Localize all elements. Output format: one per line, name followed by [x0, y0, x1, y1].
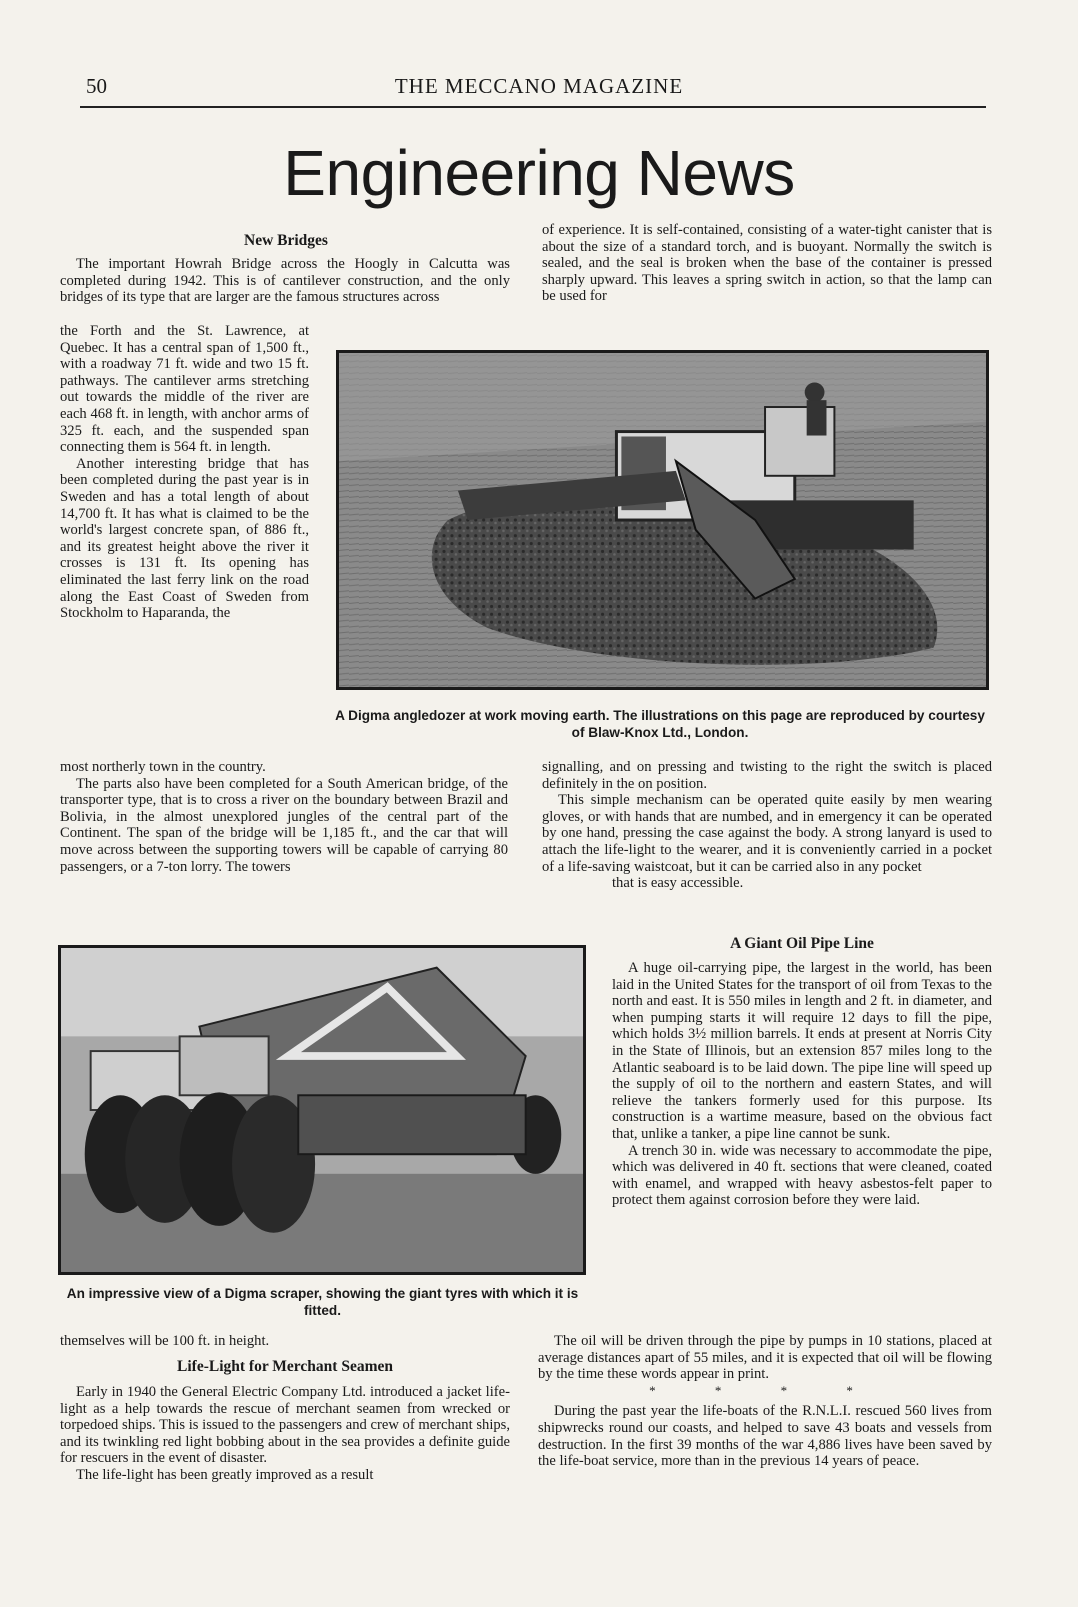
oil-pipe-p2: A trench 30 in. wide was necessary to accommodate the pipe, which was delivered in 40 ft. sections that were cleaned, coated with enamel, and wrapped with heavy asbestos-felt paper to protect them against corrosion before they were laid.	[612, 1142, 992, 1209]
life-light-right-top	[542, 222, 992, 305]
scraper-caption: An impressive view of a Digma scraper, showing the giant tyres with which it is fitted.	[66, 1286, 579, 1318]
angledozer-photo	[336, 350, 989, 690]
angledozer-illustration	[339, 353, 986, 687]
oil-pipe-wide	[538, 1333, 992, 1470]
page-number: 50	[86, 74, 107, 98]
oil-pipe-p1: A huge oil-carrying pipe, the largest in the world, has been laid in the United States for the transport of oil from Texas to the north and east. It is 550 miles in length and 2 ft. in diameter, and when pumping starts it will require 12 days to fill the pipe, which holds 3½ million barrels. It ends at present at Norris City in the State of Illinois, but an extension 857 miles long to the Atlantic seaboard is to be laid down. The pipe line will speed up the supply of oil to the northern and eastern States, and will relieve the tankers formerly used for this purpose. Its construction is a wartime measure, based on the obvious fact that, unlike a tanker, a pipe line cannot be sunk.	[612, 960, 992, 1142]
heading-life-light: Life-Light for Merchant Seamen	[177, 1358, 393, 1375]
running-head: THE MECCANO MAGAZINE	[394, 74, 684, 98]
bridges-p2-narrow: Another interesting bridge that has been completed during the past year is in Sweden and has a total length of about 14,700 ft. It has what is claimed to be the world's largest concrete span, of 886 ft., and its greatest height above the river it crosses is 131 ft. Its opening has eliminated the last ferry link on the road along the East Coast of Sweden from Stockholm to Haparanda, the	[60, 455, 309, 622]
angledozer-caption: A Digma angledozer at work moving earth. The illustrations on this page are reproduced by courtesy of Blaw-Knox Ltd., London.	[335, 708, 985, 740]
bridges-lower-left	[60, 759, 508, 875]
life-light-p2-cont: of experience. It is self-contained, consisting of a water-tight canister that is about the size of a standard torch, and is buoyant. Normally the switch is sealed, and the seal is broken when the base of the container is pressed sharply upward. This leaves a spring switch in action, so that the lamp can be used for	[542, 222, 992, 305]
bridges-p2-wide: most northerly town in the country.	[60, 759, 266, 775]
page-title: Engineering News	[283, 137, 795, 209]
bridges-paragraph-intro	[60, 256, 510, 306]
scraper-photo	[58, 945, 586, 1275]
bridges-p3-cont: themselves will be 100 ft. in height.	[60, 1333, 270, 1349]
life-light-left	[60, 1384, 510, 1484]
life-light-p2-end: signalling, and on pressing and twisting to the right the switch is placed definitely in the on position.	[542, 759, 992, 792]
oil-pipe-p3: The oil will be driven through the pipe by pumps in 10 stations, placed at average distances apart of 55 miles, and it is expected that oil will be flowing by the time these words appear in print.	[538, 1333, 992, 1383]
bridges-continuation	[60, 1333, 510, 1350]
section-separator: * * * *	[649, 1382, 881, 1398]
oil-pipe-narrow	[612, 960, 992, 1209]
bridges-p3: The parts also have been completed for a South American bridge, of the transporter type, that is to cross a river on the boundary between Brazil and Bolivia, in the almost unexplored jungles of the central part of the Continent. The span of the bridge will be 1,185 ft., and the car that will move across between the supporting towers will be capable of carrying 80 passengers, or a 7-ton lorry. The towers	[60, 775, 508, 875]
bridges-p1-narrow: the Forth and the St. Lawrence, at Quebec. It has a central span of 1,500 ft., with a roadway 71 ft. wide and two 15 ft. pathways. The cantilever arms stretching out towards the middle of the river are each 468 ft. in length, with anchor arms of 325 ft. each, and the suspended span connecting them is 564 ft. in length.	[60, 323, 309, 456]
lifeboat-paragraph: During the past year the life-boats of the R.N.L.I. rescued 560 lives from shipwrecks round our coasts, and helped to save 43 boats and vessels from destruction. In the first 39 months of the war 4,886 lives have been saved by the life-boat service, more than in the previous 14 years of peace.	[538, 1403, 992, 1470]
bridges-narrow-column	[60, 323, 309, 622]
bridges-p1-wide: The important Howrah Bridge across the Hoogly in Calcutta was completed during 1942. This is of cantilever construction, and the only bridges of its type that are larger are the famous structures across	[60, 256, 510, 306]
heading-new-bridges: New Bridges	[244, 232, 328, 249]
heading-oil-pipe: A Giant Oil Pipe Line	[730, 935, 874, 952]
life-light-p3-end: that is easy accessible.	[612, 875, 744, 892]
life-light-p3: This simple mechanism can be operated quite easily by men wearing gloves, or with hands that are numbed, and in emergency it can be operated by one hand, pressing the case against the body. A strong lanyard is used to attach the life-light to the wearer, and it is conveniently carried in a pocket of a life-saving waistcoat, but it can be carried also in any pocket	[542, 792, 992, 875]
life-light-right-mid	[542, 759, 992, 892]
scraper-illustration	[61, 948, 583, 1272]
life-light-p1: Early in 1940 the General Electric Company Ltd. introduced a jacket life-light as a help towards the rescue of merchant seamen from wrecked or torpedoed ships. This is issued to the passengers and crew of merchant ships, and its twinkling red light bobbing about in the sea provides a definite guide for rescuers in the event of disaster.	[60, 1384, 510, 1467]
life-light-p2-start: The life-light has been greatly improved as a result	[76, 1466, 374, 1483]
header-divider	[80, 106, 986, 108]
